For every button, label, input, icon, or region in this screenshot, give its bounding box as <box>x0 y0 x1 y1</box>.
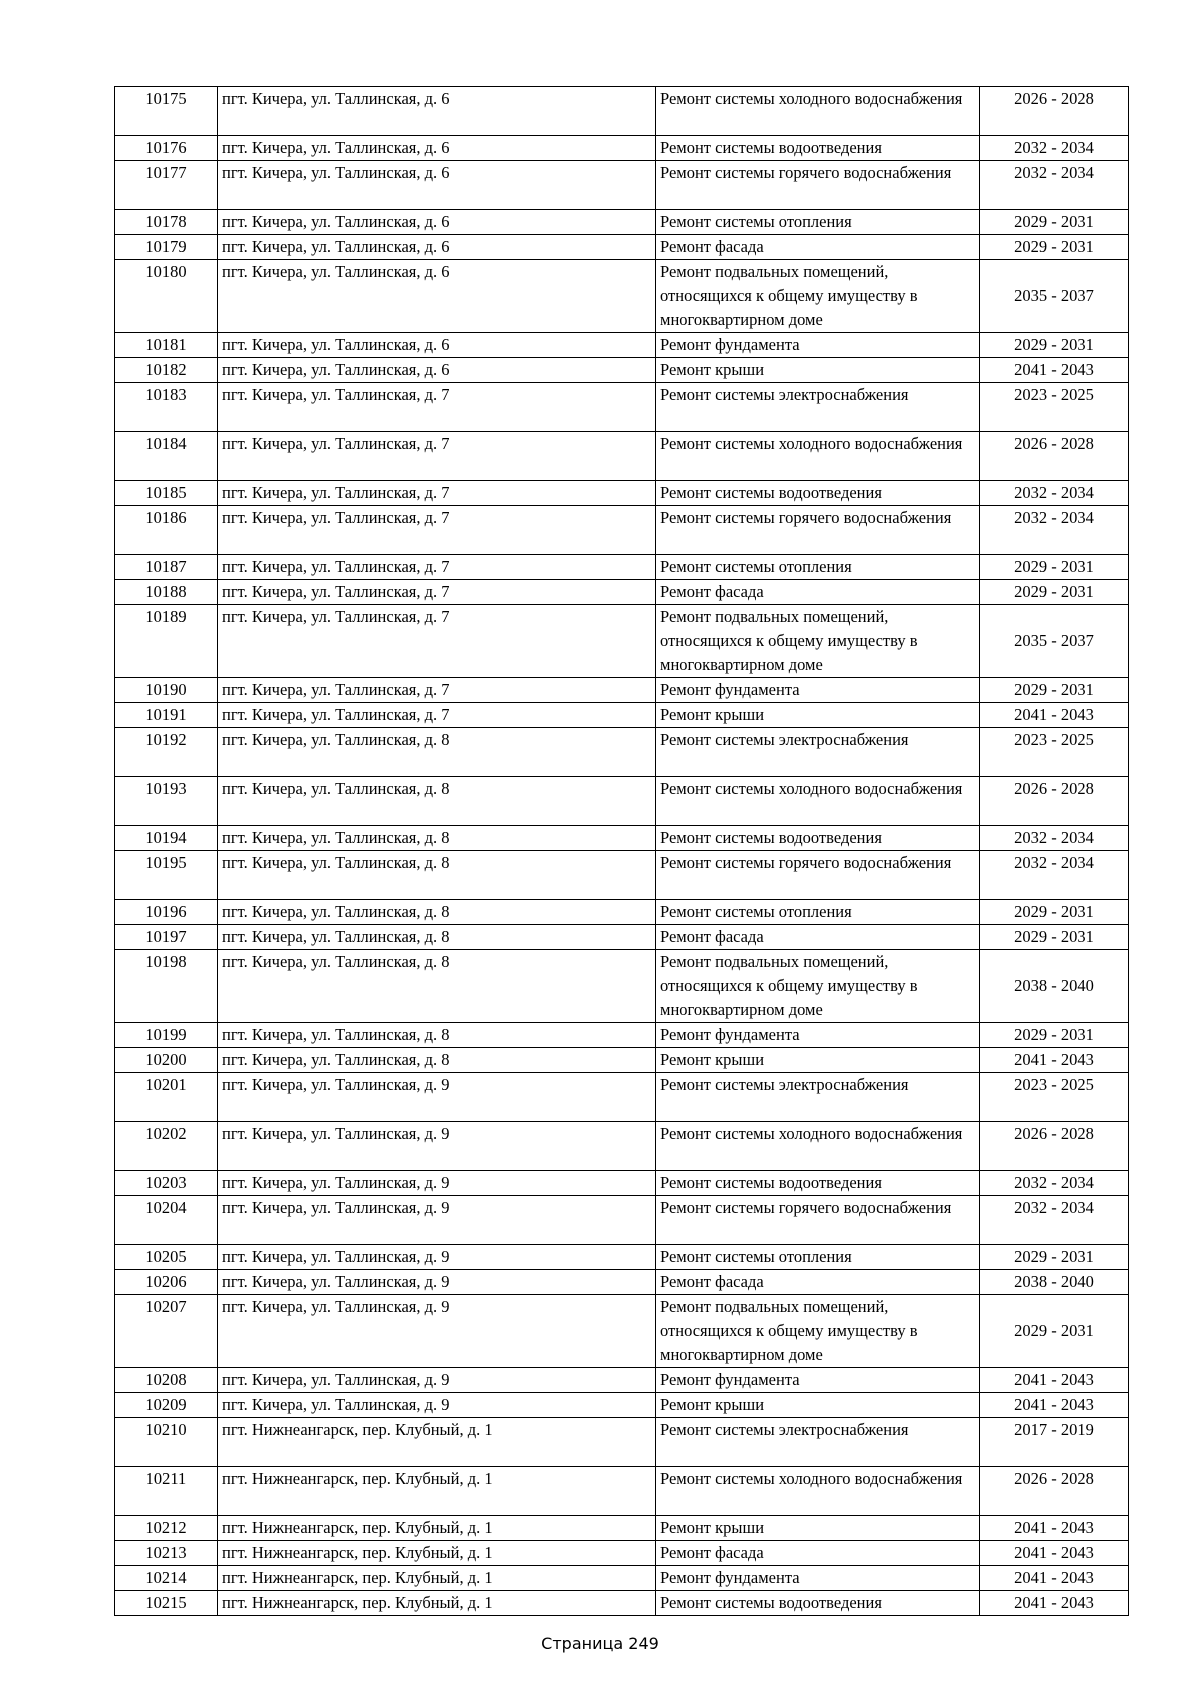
address-cell: пгт. Кичера, ул. Таллинская, д. 7 <box>218 703 656 728</box>
work-type-cell: Ремонт системы электроснабжения <box>656 1073 980 1122</box>
row-number-cell: 10197 <box>115 925 218 950</box>
table-row <box>115 950 1129 1023</box>
table-row <box>115 1516 1129 1541</box>
address-cell: пгт. Кичера, ул. Таллинская, д. 7 <box>218 555 656 580</box>
work-type-cell: Ремонт системы водоотведения <box>656 481 980 506</box>
row-number-cell: 10189 <box>115 605 218 678</box>
work-type-cell: Ремонт подвальных помещений, относящихся к общему имуществу в многоквартирном доме <box>656 260 980 333</box>
period-cell: 2032 - 2034 <box>980 826 1129 851</box>
row-number-cell: 10204 <box>115 1196 218 1245</box>
period-cell: 2041 - 2043 <box>980 1393 1129 1418</box>
work-type-cell: Ремонт системы холодного водоснабжения <box>656 1467 980 1516</box>
table-row <box>115 432 1129 481</box>
row-number-cell: 10209 <box>115 1393 218 1418</box>
period-cell: 2029 - 2031 <box>980 1295 1129 1368</box>
table-row <box>115 1270 1129 1295</box>
table-row <box>115 1048 1129 1073</box>
table-row <box>115 1368 1129 1393</box>
table-row <box>115 481 1129 506</box>
period-cell: 2035 - 2037 <box>980 260 1129 333</box>
work-type-cell: Ремонт системы электроснабжения <box>656 1418 980 1467</box>
address-cell: пгт. Кичера, ул. Таллинская, д. 9 <box>218 1368 656 1393</box>
period-cell: 2029 - 2031 <box>980 900 1129 925</box>
row-number-cell: 10193 <box>115 777 218 826</box>
work-type-cell: Ремонт фасада <box>656 580 980 605</box>
period-cell: 2029 - 2031 <box>980 1245 1129 1270</box>
row-number-cell: 10201 <box>115 1073 218 1122</box>
address-cell: пгт. Кичера, ул. Таллинская, д. 6 <box>218 260 656 333</box>
table-row <box>115 1566 1129 1591</box>
table-row <box>115 1295 1129 1368</box>
address-cell: пгт. Кичера, ул. Таллинская, д. 7 <box>218 506 656 555</box>
period-cell: 2026 - 2028 <box>980 87 1129 136</box>
row-number-cell: 10187 <box>115 555 218 580</box>
table-row <box>115 260 1129 333</box>
table-row <box>115 925 1129 950</box>
row-number-cell: 10208 <box>115 1368 218 1393</box>
table-row <box>115 1122 1129 1171</box>
work-type-cell: Ремонт подвальных помещений, относящихся к общему имуществу в многоквартирном доме <box>656 1295 980 1368</box>
period-cell: 2029 - 2031 <box>980 678 1129 703</box>
work-type-cell: Ремонт системы водоотведения <box>656 136 980 161</box>
row-number-cell: 10196 <box>115 900 218 925</box>
period-cell: 2029 - 2031 <box>980 1023 1129 1048</box>
row-number-cell: 10207 <box>115 1295 218 1368</box>
address-cell: пгт. Кичера, ул. Таллинская, д. 9 <box>218 1393 656 1418</box>
row-number-cell: 10198 <box>115 950 218 1023</box>
row-number-cell: 10215 <box>115 1591 218 1616</box>
row-number-cell: 10191 <box>115 703 218 728</box>
work-type-cell: Ремонт фундамента <box>656 1566 980 1591</box>
address-cell: пгт. Кичера, ул. Таллинская, д. 7 <box>218 432 656 481</box>
address-cell: пгт. Кичера, ул. Таллинская, д. 9 <box>218 1245 656 1270</box>
period-cell: 2026 - 2028 <box>980 1467 1129 1516</box>
period-cell: 2041 - 2043 <box>980 1566 1129 1591</box>
address-cell: пгт. Кичера, ул. Таллинская, д. 7 <box>218 605 656 678</box>
address-cell: пгт. Кичера, ул. Таллинская, д. 7 <box>218 580 656 605</box>
work-type-cell: Ремонт подвальных помещений, относящихся к общему имуществу в многоквартирном доме <box>656 605 980 678</box>
address-cell: пгт. Кичера, ул. Таллинская, д. 7 <box>218 383 656 432</box>
address-cell: пгт. Кичера, ул. Таллинская, д. 6 <box>218 235 656 260</box>
address-cell: пгт. Кичера, ул. Таллинская, д. 8 <box>218 826 656 851</box>
table-row <box>115 1245 1129 1270</box>
period-cell: 2023 - 2025 <box>980 1073 1129 1122</box>
table-row <box>115 383 1129 432</box>
period-cell: 2032 - 2034 <box>980 506 1129 555</box>
work-type-cell: Ремонт системы отопления <box>656 1245 980 1270</box>
table-row <box>115 210 1129 235</box>
period-cell: 2023 - 2025 <box>980 728 1129 777</box>
row-number-cell: 10177 <box>115 161 218 210</box>
row-number-cell: 10210 <box>115 1418 218 1467</box>
table-row <box>115 580 1129 605</box>
row-number-cell: 10175 <box>115 87 218 136</box>
address-cell: пгт. Кичера, ул. Таллинская, д. 8 <box>218 950 656 1023</box>
row-number-cell: 10188 <box>115 580 218 605</box>
work-type-cell: Ремонт крыши <box>656 1516 980 1541</box>
work-type-cell: Ремонт системы холодного водоснабжения <box>656 87 980 136</box>
period-cell: 2032 - 2034 <box>980 481 1129 506</box>
period-cell: 2032 - 2034 <box>980 136 1129 161</box>
work-type-cell: Ремонт системы горячего водоснабжения <box>656 851 980 900</box>
work-type-cell: Ремонт системы водоотведения <box>656 1591 980 1616</box>
row-number-cell: 10213 <box>115 1541 218 1566</box>
period-cell: 2041 - 2043 <box>980 1368 1129 1393</box>
period-cell: 2029 - 2031 <box>980 333 1129 358</box>
table-row <box>115 605 1129 678</box>
work-type-cell: Ремонт фундамента <box>656 333 980 358</box>
address-cell: пгт. Кичера, ул. Таллинская, д. 6 <box>218 136 656 161</box>
row-number-cell: 10199 <box>115 1023 218 1048</box>
table-row <box>115 900 1129 925</box>
work-type-cell: Ремонт системы отопления <box>656 210 980 235</box>
address-cell: пгт. Кичера, ул. Таллинская, д. 6 <box>218 333 656 358</box>
work-type-cell: Ремонт системы электроснабжения <box>656 728 980 777</box>
row-number-cell: 10179 <box>115 235 218 260</box>
work-type-cell: Ремонт системы холодного водоснабжения <box>656 432 980 481</box>
work-type-cell: Ремонт фасада <box>656 1270 980 1295</box>
row-number-cell: 10185 <box>115 481 218 506</box>
address-cell: пгт. Кичера, ул. Таллинская, д. 9 <box>218 1171 656 1196</box>
row-number-cell: 10184 <box>115 432 218 481</box>
period-cell: 2041 - 2043 <box>980 1591 1129 1616</box>
table-row <box>115 87 1129 136</box>
period-cell: 2026 - 2028 <box>980 1122 1129 1171</box>
table-row <box>115 703 1129 728</box>
address-cell: пгт. Кичера, ул. Таллинская, д. 6 <box>218 161 656 210</box>
period-cell: 2041 - 2043 <box>980 358 1129 383</box>
row-number-cell: 10200 <box>115 1048 218 1073</box>
address-cell: пгт. Нижнеангарск, пер. Клубный, д. 1 <box>218 1516 656 1541</box>
table-row <box>115 136 1129 161</box>
work-type-cell: Ремонт крыши <box>656 1048 980 1073</box>
table-row <box>115 358 1129 383</box>
row-number-cell: 10186 <box>115 506 218 555</box>
period-cell: 2032 - 2034 <box>980 851 1129 900</box>
table-row <box>115 1171 1129 1196</box>
work-type-cell: Ремонт фасада <box>656 925 980 950</box>
table-row <box>115 506 1129 555</box>
work-type-cell: Ремонт системы горячего водоснабжения <box>656 1196 980 1245</box>
address-cell: пгт. Кичера, ул. Таллинская, д. 8 <box>218 1048 656 1073</box>
table-body <box>115 87 1129 1616</box>
row-number-cell: 10192 <box>115 728 218 777</box>
address-cell: пгт. Кичера, ул. Таллинская, д. 9 <box>218 1073 656 1122</box>
work-type-cell: Ремонт системы отопления <box>656 900 980 925</box>
period-cell: 2029 - 2031 <box>980 555 1129 580</box>
row-number-cell: 10190 <box>115 678 218 703</box>
row-number-cell: 10178 <box>115 210 218 235</box>
work-type-cell: Ремонт системы водоотведения <box>656 1171 980 1196</box>
row-number-cell: 10206 <box>115 1270 218 1295</box>
table-row <box>115 555 1129 580</box>
table-row <box>115 1393 1129 1418</box>
period-cell: 2041 - 2043 <box>980 1048 1129 1073</box>
period-cell: 2038 - 2040 <box>980 1270 1129 1295</box>
table-row <box>115 1418 1129 1467</box>
row-number-cell: 10203 <box>115 1171 218 1196</box>
table-row <box>115 728 1129 777</box>
row-number-cell: 10181 <box>115 333 218 358</box>
row-number-cell: 10212 <box>115 1516 218 1541</box>
period-cell: 2026 - 2028 <box>980 777 1129 826</box>
address-cell: пгт. Кичера, ул. Таллинская, д. 7 <box>218 481 656 506</box>
period-cell: 2017 - 2019 <box>980 1418 1129 1467</box>
table-row <box>115 1196 1129 1245</box>
table-row <box>115 1467 1129 1516</box>
table-row <box>115 161 1129 210</box>
period-cell: 2032 - 2034 <box>980 1171 1129 1196</box>
period-cell: 2029 - 2031 <box>980 210 1129 235</box>
table-row <box>115 1023 1129 1048</box>
address-cell: пгт. Кичера, ул. Таллинская, д. 8 <box>218 851 656 900</box>
row-number-cell: 10214 <box>115 1566 218 1591</box>
period-cell: 2041 - 2043 <box>980 703 1129 728</box>
row-number-cell: 10180 <box>115 260 218 333</box>
period-cell: 2032 - 2034 <box>980 1196 1129 1245</box>
work-type-cell: Ремонт системы горячего водоснабжения <box>656 506 980 555</box>
row-number-cell: 10183 <box>115 383 218 432</box>
address-cell: пгт. Кичера, ул. Таллинская, д. 8 <box>218 925 656 950</box>
period-cell: 2041 - 2043 <box>980 1516 1129 1541</box>
row-number-cell: 10211 <box>115 1467 218 1516</box>
table-row <box>115 333 1129 358</box>
work-type-cell: Ремонт системы горячего водоснабжения <box>656 161 980 210</box>
table-row <box>115 235 1129 260</box>
period-cell: 2029 - 2031 <box>980 925 1129 950</box>
address-cell: пгт. Нижнеангарск, пер. Клубный, д. 1 <box>218 1418 656 1467</box>
work-type-cell: Ремонт фундамента <box>656 1368 980 1393</box>
row-number-cell: 10202 <box>115 1122 218 1171</box>
table-row <box>115 1591 1129 1616</box>
address-cell: пгт. Кичера, ул. Таллинская, д. 8 <box>218 777 656 826</box>
address-cell: пгт. Кичера, ул. Таллинская, д. 9 <box>218 1196 656 1245</box>
address-cell: пгт. Нижнеангарск, пер. Клубный, д. 1 <box>218 1566 656 1591</box>
work-type-cell: Ремонт крыши <box>656 1393 980 1418</box>
table-row <box>115 1541 1129 1566</box>
row-number-cell: 10176 <box>115 136 218 161</box>
period-cell: 2035 - 2037 <box>980 605 1129 678</box>
work-type-cell: Ремонт системы электроснабжения <box>656 383 980 432</box>
address-cell: пгт. Нижнеангарск, пер. Клубный, д. 1 <box>218 1467 656 1516</box>
row-number-cell: 10194 <box>115 826 218 851</box>
row-number-cell: 10182 <box>115 358 218 383</box>
row-number-cell: 10195 <box>115 851 218 900</box>
work-type-cell: Ремонт системы водоотведения <box>656 826 980 851</box>
address-cell: пгт. Нижнеангарск, пер. Клубный, д. 1 <box>218 1541 656 1566</box>
address-cell: пгт. Нижнеангарск, пер. Клубный, д. 1 <box>218 1591 656 1616</box>
address-cell: пгт. Кичера, ул. Таллинская, д. 6 <box>218 210 656 235</box>
address-cell: пгт. Кичера, ул. Таллинская, д. 9 <box>218 1295 656 1368</box>
address-cell: пгт. Кичера, ул. Таллинская, д. 6 <box>218 358 656 383</box>
work-type-cell: Ремонт фундамента <box>656 678 980 703</box>
work-type-cell: Ремонт крыши <box>656 703 980 728</box>
work-type-cell: Ремонт системы отопления <box>656 555 980 580</box>
work-type-cell: Ремонт фундамента <box>656 1023 980 1048</box>
table-row <box>115 678 1129 703</box>
address-cell: пгт. Кичера, ул. Таллинская, д. 9 <box>218 1122 656 1171</box>
page-number: Страница 249 <box>541 1634 659 1653</box>
table-row <box>115 826 1129 851</box>
period-cell: 2041 - 2043 <box>980 1541 1129 1566</box>
work-type-cell: Ремонт системы холодного водоснабжения <box>656 1122 980 1171</box>
address-cell: пгт. Кичера, ул. Таллинская, д. 6 <box>218 87 656 136</box>
table-row <box>115 1073 1129 1122</box>
row-number-cell: 10205 <box>115 1245 218 1270</box>
period-cell: 2029 - 2031 <box>980 235 1129 260</box>
address-cell: пгт. Кичера, ул. Таллинская, д. 9 <box>218 1270 656 1295</box>
table-row <box>115 777 1129 826</box>
work-type-cell: Ремонт подвальных помещений, относящихся к общему имуществу в многоквартирном доме <box>656 950 980 1023</box>
address-cell: пгт. Кичера, ул. Таллинская, д. 8 <box>218 728 656 777</box>
period-cell: 2038 - 2040 <box>980 950 1129 1023</box>
work-type-cell: Ремонт фасада <box>656 1541 980 1566</box>
capital-repair-table <box>114 86 1129 1616</box>
address-cell: пгт. Кичера, ул. Таллинская, д. 8 <box>218 900 656 925</box>
table-row <box>115 851 1129 900</box>
work-type-cell: Ремонт фасада <box>656 235 980 260</box>
period-cell: 2032 - 2034 <box>980 161 1129 210</box>
period-cell: 2026 - 2028 <box>980 432 1129 481</box>
work-type-cell: Ремонт системы холодного водоснабжения <box>656 777 980 826</box>
period-cell: 2029 - 2031 <box>980 580 1129 605</box>
period-cell: 2023 - 2025 <box>980 383 1129 432</box>
address-cell: пгт. Кичера, ул. Таллинская, д. 8 <box>218 1023 656 1048</box>
work-type-cell: Ремонт крыши <box>656 358 980 383</box>
address-cell: пгт. Кичера, ул. Таллинская, д. 7 <box>218 678 656 703</box>
